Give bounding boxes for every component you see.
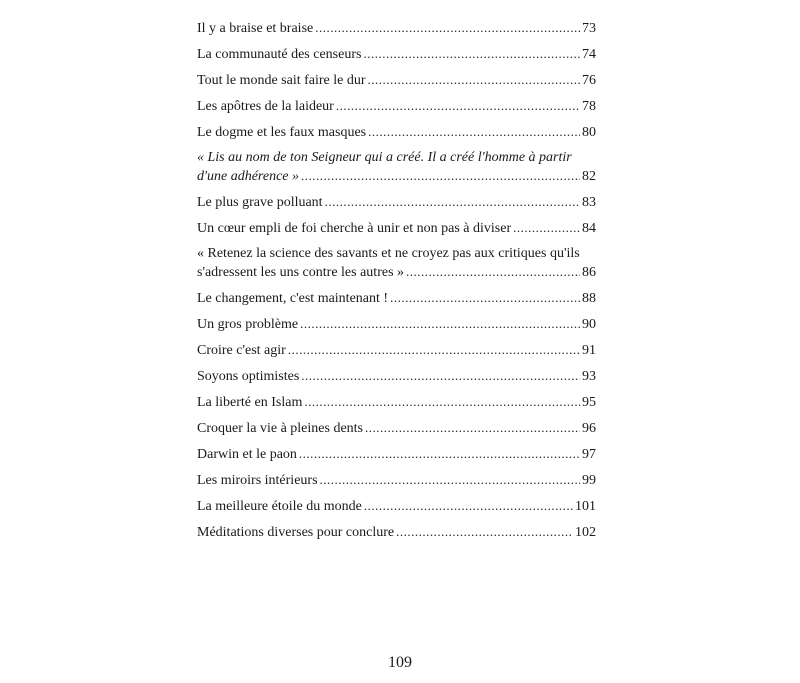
- dot-leader: [320, 471, 580, 489]
- dot-leader: [390, 289, 580, 307]
- toc-entry: [197, 123, 596, 142]
- toc-entry-page: 76: [582, 73, 596, 88]
- toc-entry: [197, 341, 596, 360]
- toc-entry: [197, 97, 596, 116]
- toc-entry-title: Il y a braise et braise: [197, 21, 314, 36]
- toc-entry-title: Tout le monde sait faire le dur: [197, 73, 366, 88]
- dot-leader: [365, 419, 580, 437]
- toc-entry-title: Le changement, c'est maintenant !: [197, 291, 389, 306]
- table-of-contents: [197, 19, 596, 549]
- toc-entry-page: 78: [582, 99, 596, 114]
- toc-entry-page: 99: [582, 473, 596, 488]
- toc-entry-page: 84: [582, 221, 596, 236]
- toc-entry: [197, 19, 596, 38]
- dot-leader: [325, 193, 580, 211]
- dot-leader: [299, 445, 580, 463]
- dot-leader: [300, 315, 580, 333]
- toc-entry-title: Le dogme et les faux masques: [197, 125, 367, 140]
- toc-entry-title: d'une adhérence »: [197, 169, 299, 184]
- toc-entry-title: Un cœur empli de foi cherche à unir et non pas à diviser: [197, 221, 512, 236]
- toc-entry-title: Un gros problème: [197, 317, 299, 332]
- toc-entry-page: 96: [582, 421, 596, 436]
- toc-entry: [197, 71, 596, 90]
- toc-entry-title: Le plus grave polluant: [197, 195, 323, 210]
- toc-entry: [197, 523, 596, 542]
- toc-entry-page: 86: [582, 265, 596, 280]
- toc-entry: [197, 419, 596, 438]
- dot-leader: [301, 167, 580, 185]
- toc-entry-title: Les miroirs intérieurs: [197, 473, 318, 488]
- toc-entry-title: Soyons optimistes: [197, 369, 300, 384]
- toc-entry: [197, 445, 596, 464]
- toc-entry-title: Les apôtres de la laideur: [197, 99, 334, 114]
- dot-leader: [513, 219, 580, 237]
- dot-leader: [301, 367, 580, 385]
- toc-entry-title: Darwin et le paon: [197, 447, 297, 462]
- toc-entry-page: 101: [575, 499, 596, 514]
- toc-entry-title: La liberté en Islam: [197, 395, 303, 410]
- page-number: 109: [388, 654, 412, 671]
- dot-leader: [363, 45, 580, 63]
- toc-entry: [197, 497, 596, 516]
- dot-leader: [368, 123, 580, 141]
- toc-entry-page: 91: [582, 343, 596, 358]
- toc-entry: [197, 45, 596, 64]
- toc-entry-page: 82: [582, 169, 596, 184]
- toc-entry-title-line1: « Lis au nom de ton Seigneur qui a créé. Il a créé l'homme à partir: [197, 150, 572, 165]
- dot-leader: [396, 523, 573, 541]
- toc-entry-page: 97: [582, 447, 596, 462]
- toc-entry-title: Croquer la vie à pleines dents: [197, 421, 364, 436]
- toc-entry-title: La meilleure étoile du monde: [197, 499, 362, 514]
- dot-leader: [288, 341, 580, 359]
- toc-entry: [197, 149, 596, 186]
- toc-entry-page: 95: [582, 395, 596, 410]
- toc-entry-page: 88: [582, 291, 596, 306]
- toc-entry-title: La communauté des censeurs: [197, 47, 362, 62]
- dot-leader: [368, 71, 580, 89]
- toc-entry: [197, 219, 596, 238]
- toc-entry-title: Méditations diverses pour conclure: [197, 525, 395, 540]
- toc-entry-title: s'adressent les uns contre les autres »: [197, 265, 405, 280]
- toc-entry-page: 93: [582, 369, 596, 384]
- toc-entry: [197, 315, 596, 334]
- toc-entry-page: 83: [582, 195, 596, 210]
- dot-leader: [406, 263, 580, 281]
- dot-leader: [336, 97, 580, 115]
- toc-entry-page: 80: [582, 125, 596, 140]
- dot-leader: [304, 393, 580, 411]
- dot-leader: [315, 19, 580, 37]
- toc-entry: [197, 471, 596, 490]
- toc-entry-page: 73: [582, 21, 596, 36]
- toc-entry: [197, 245, 596, 282]
- toc-entry-title-line1: « Retenez la science des savants et ne croyez pas aux critiques qu'ils: [197, 246, 580, 261]
- toc-entry-page: 90: [582, 317, 596, 332]
- toc-entry: [197, 193, 596, 212]
- toc-entry-title: Croire c'est agir: [197, 343, 286, 358]
- toc-entry: [197, 393, 596, 412]
- toc-entry: [197, 367, 596, 386]
- dot-leader: [364, 497, 573, 515]
- toc-entry-page: 102: [575, 525, 596, 540]
- toc-entry-page: 74: [582, 47, 596, 62]
- toc-entry: [197, 289, 596, 308]
